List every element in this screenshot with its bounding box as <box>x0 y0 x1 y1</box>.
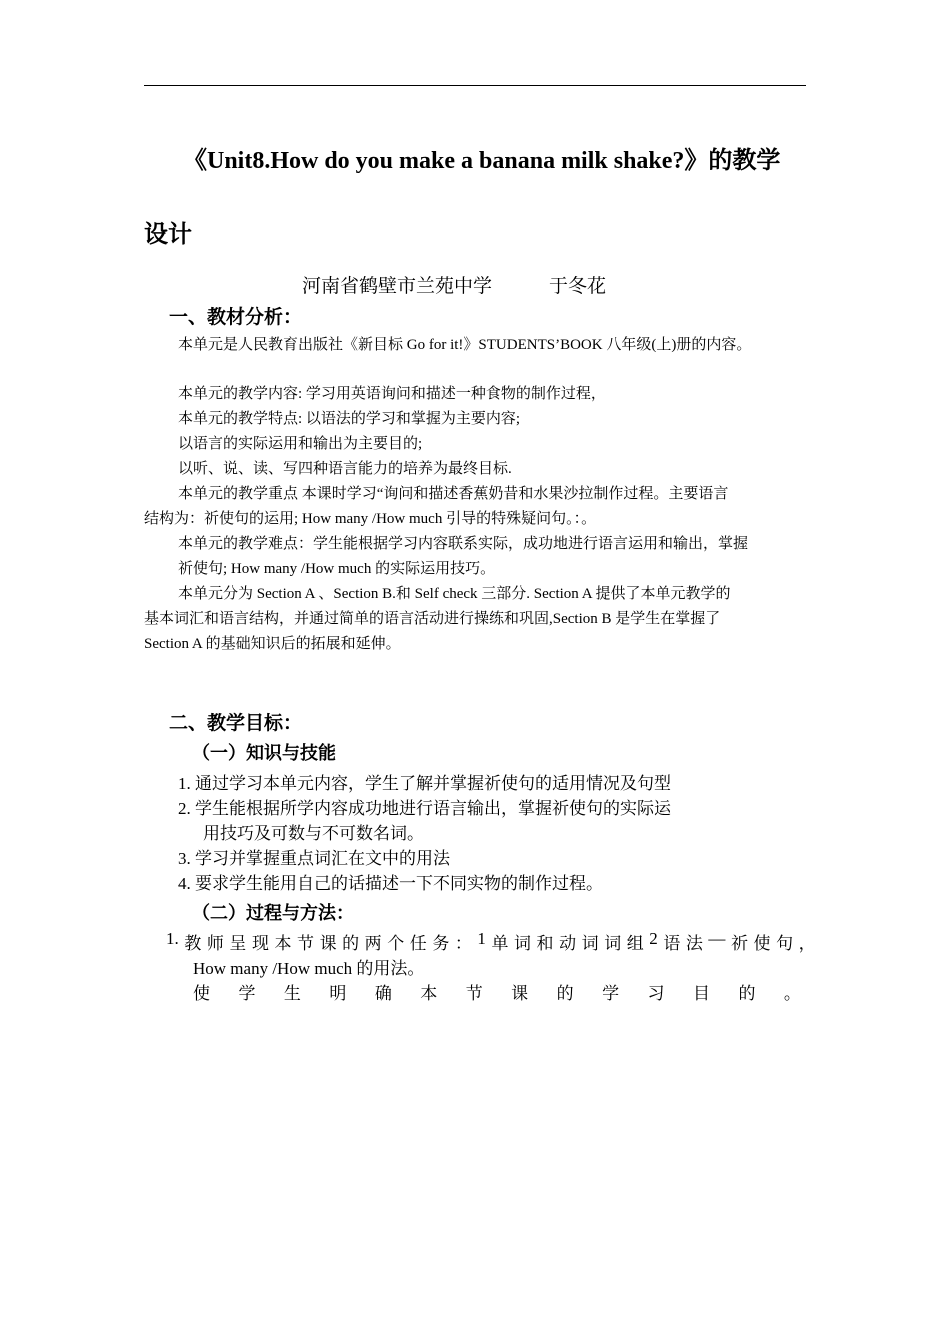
justified-char: 节 <box>297 934 315 953</box>
section-heading-teaching-goals: 二、教学目标： <box>169 712 303 734</box>
paragraph-feature-skills: 以听、说、读、写四种语言能力的培养为最终目标. <box>178 461 512 477</box>
document-title-line-2: 设计 <box>144 222 192 248</box>
justified-char: 的 <box>556 984 574 1003</box>
goal-item-2-line-2: 用技巧及可数与不可数名词。 <box>203 824 424 843</box>
justified-char: 2 <box>649 929 658 948</box>
justified-char: 的 <box>738 984 756 1003</box>
justified-char: 两 <box>364 934 382 953</box>
justified-char: 任 <box>409 934 427 953</box>
justified-char: 1 <box>477 929 486 948</box>
justified-char: 的 <box>342 934 360 953</box>
goal-item-1: 1. 通过学习本单元内容，学生了解并掌握祈使句的适用情况及句型 <box>178 774 671 793</box>
subheading-knowledge-skills: （一）知识与技能 <box>192 743 336 764</box>
justified-char: 祈 <box>730 934 748 953</box>
process-item-1-line-2: How many /How much 的用法。 <box>193 959 425 978</box>
process-item-1-line-1 <box>166 929 816 954</box>
justified-char: 教 <box>184 934 202 953</box>
author-line: 河南省鹤壁市兰苑中学 于冬花 <box>302 275 607 297</box>
justified-char: 明 <box>329 984 347 1003</box>
justified-char: — <box>708 929 726 948</box>
justified-char: 动 <box>559 934 577 953</box>
paragraph-textbook-source: 本单元是人民教育出版社《新目标 Go for it!》STUDENTS’BOOK 八年级(上)册的内容。 <box>178 337 752 353</box>
justified-char: 目 <box>692 984 710 1003</box>
justified-char: 词 <box>604 934 622 953</box>
justified-char: 课 <box>511 984 529 1003</box>
justified-char: 单 <box>491 934 509 953</box>
justified-char: 呈 <box>229 934 247 953</box>
justified-char: 1. <box>166 929 179 948</box>
justified-char: 生 <box>283 984 301 1003</box>
paragraph-difficulties-line-2: 祈使句; How many /How much 的实际运用技巧。 <box>178 561 496 577</box>
process-item-1-line-3 <box>193 979 801 1004</box>
justified-char: 本 <box>274 934 292 953</box>
justified-char: 务 <box>432 934 450 953</box>
justified-char: ， <box>798 934 816 953</box>
justified-char: 确 <box>374 984 392 1003</box>
section-heading-textbook-analysis: 一、教材分析： <box>169 306 303 328</box>
justified-char: 学 <box>238 984 256 1003</box>
document-title-line-1: 《Unit8.How do you make a banana milk shake?》的教学 <box>183 148 781 174</box>
justified-char: 。 <box>783 984 801 1003</box>
justified-char: 词 <box>514 934 531 953</box>
justified-char: 学 <box>602 984 620 1003</box>
justified-char: 组 <box>626 934 644 953</box>
paragraph-structure-line-2: 基本词汇和语言结构，并通过简单的语言活动进行操练和巩固,Section B 是学生在掌握了 <box>144 611 721 627</box>
paragraph-feature-usage: 以语言的实际运用和输出为主要目的; <box>178 436 423 452</box>
justified-char: 师 <box>206 934 224 953</box>
justified-char: 个 <box>387 934 405 953</box>
justified-char: ： <box>454 934 472 953</box>
paragraph-key-points-line-2: 结构为：祈使句的运用; How many /How much 引导的特殊疑问句。：。 <box>144 511 597 527</box>
header-rule <box>144 85 806 86</box>
goal-item-4: 4. 要求学生能用自己的话描述一下不同实物的制作过程。 <box>178 874 603 893</box>
goal-item-2-line-1: 2. 学生能根据所学内容成功地进行语言输出，掌握祈使句的实际运 <box>178 799 671 818</box>
justified-char: 使 <box>193 984 210 1003</box>
justified-char: 习 <box>647 984 665 1003</box>
paragraph-teaching-features: 本单元的教学特点: 以语法的学习和掌握为主要内容; <box>178 411 521 427</box>
paragraph-key-points-line-1: 本单元的教学重点 本课时学习“询问和描述香蕉奶昔和水果沙拉制作过程。主要语言 <box>178 486 729 502</box>
justified-char: 和 <box>536 934 554 953</box>
justified-char: 语 <box>663 934 681 953</box>
goal-item-3: 3. 学习并掌握重点词汇在文中的用法 <box>178 849 450 868</box>
justified-char: 句 <box>776 934 794 953</box>
paragraph-teaching-content: 本单元的教学内容: 学习用英语询问和描述一种食物的制作过程， <box>178 386 606 402</box>
justified-char: 使 <box>753 934 771 953</box>
paragraph-structure-line-3: Section A 的基础知识后的拓展和延伸。 <box>144 636 401 652</box>
justified-char: 词 <box>581 934 599 953</box>
justified-char: 课 <box>319 934 337 953</box>
paragraph-difficulties-line-1: 本单元的教学难点：学生能根据学习内容联系实际，成功地进行语言运用和输出，掌握 <box>178 536 749 552</box>
justified-char: 法 <box>685 934 703 953</box>
justified-char: 节 <box>465 984 483 1003</box>
subheading-process-methods: （二）过程与方法： <box>192 903 354 924</box>
justified-char: 本 <box>420 984 438 1003</box>
paragraph-structure-line-1: 本单元分为 Section A 、Section B.和 Self check 三部分. Section A 提供了本单元教学的 <box>178 586 731 602</box>
justified-char: 现 <box>251 934 269 953</box>
